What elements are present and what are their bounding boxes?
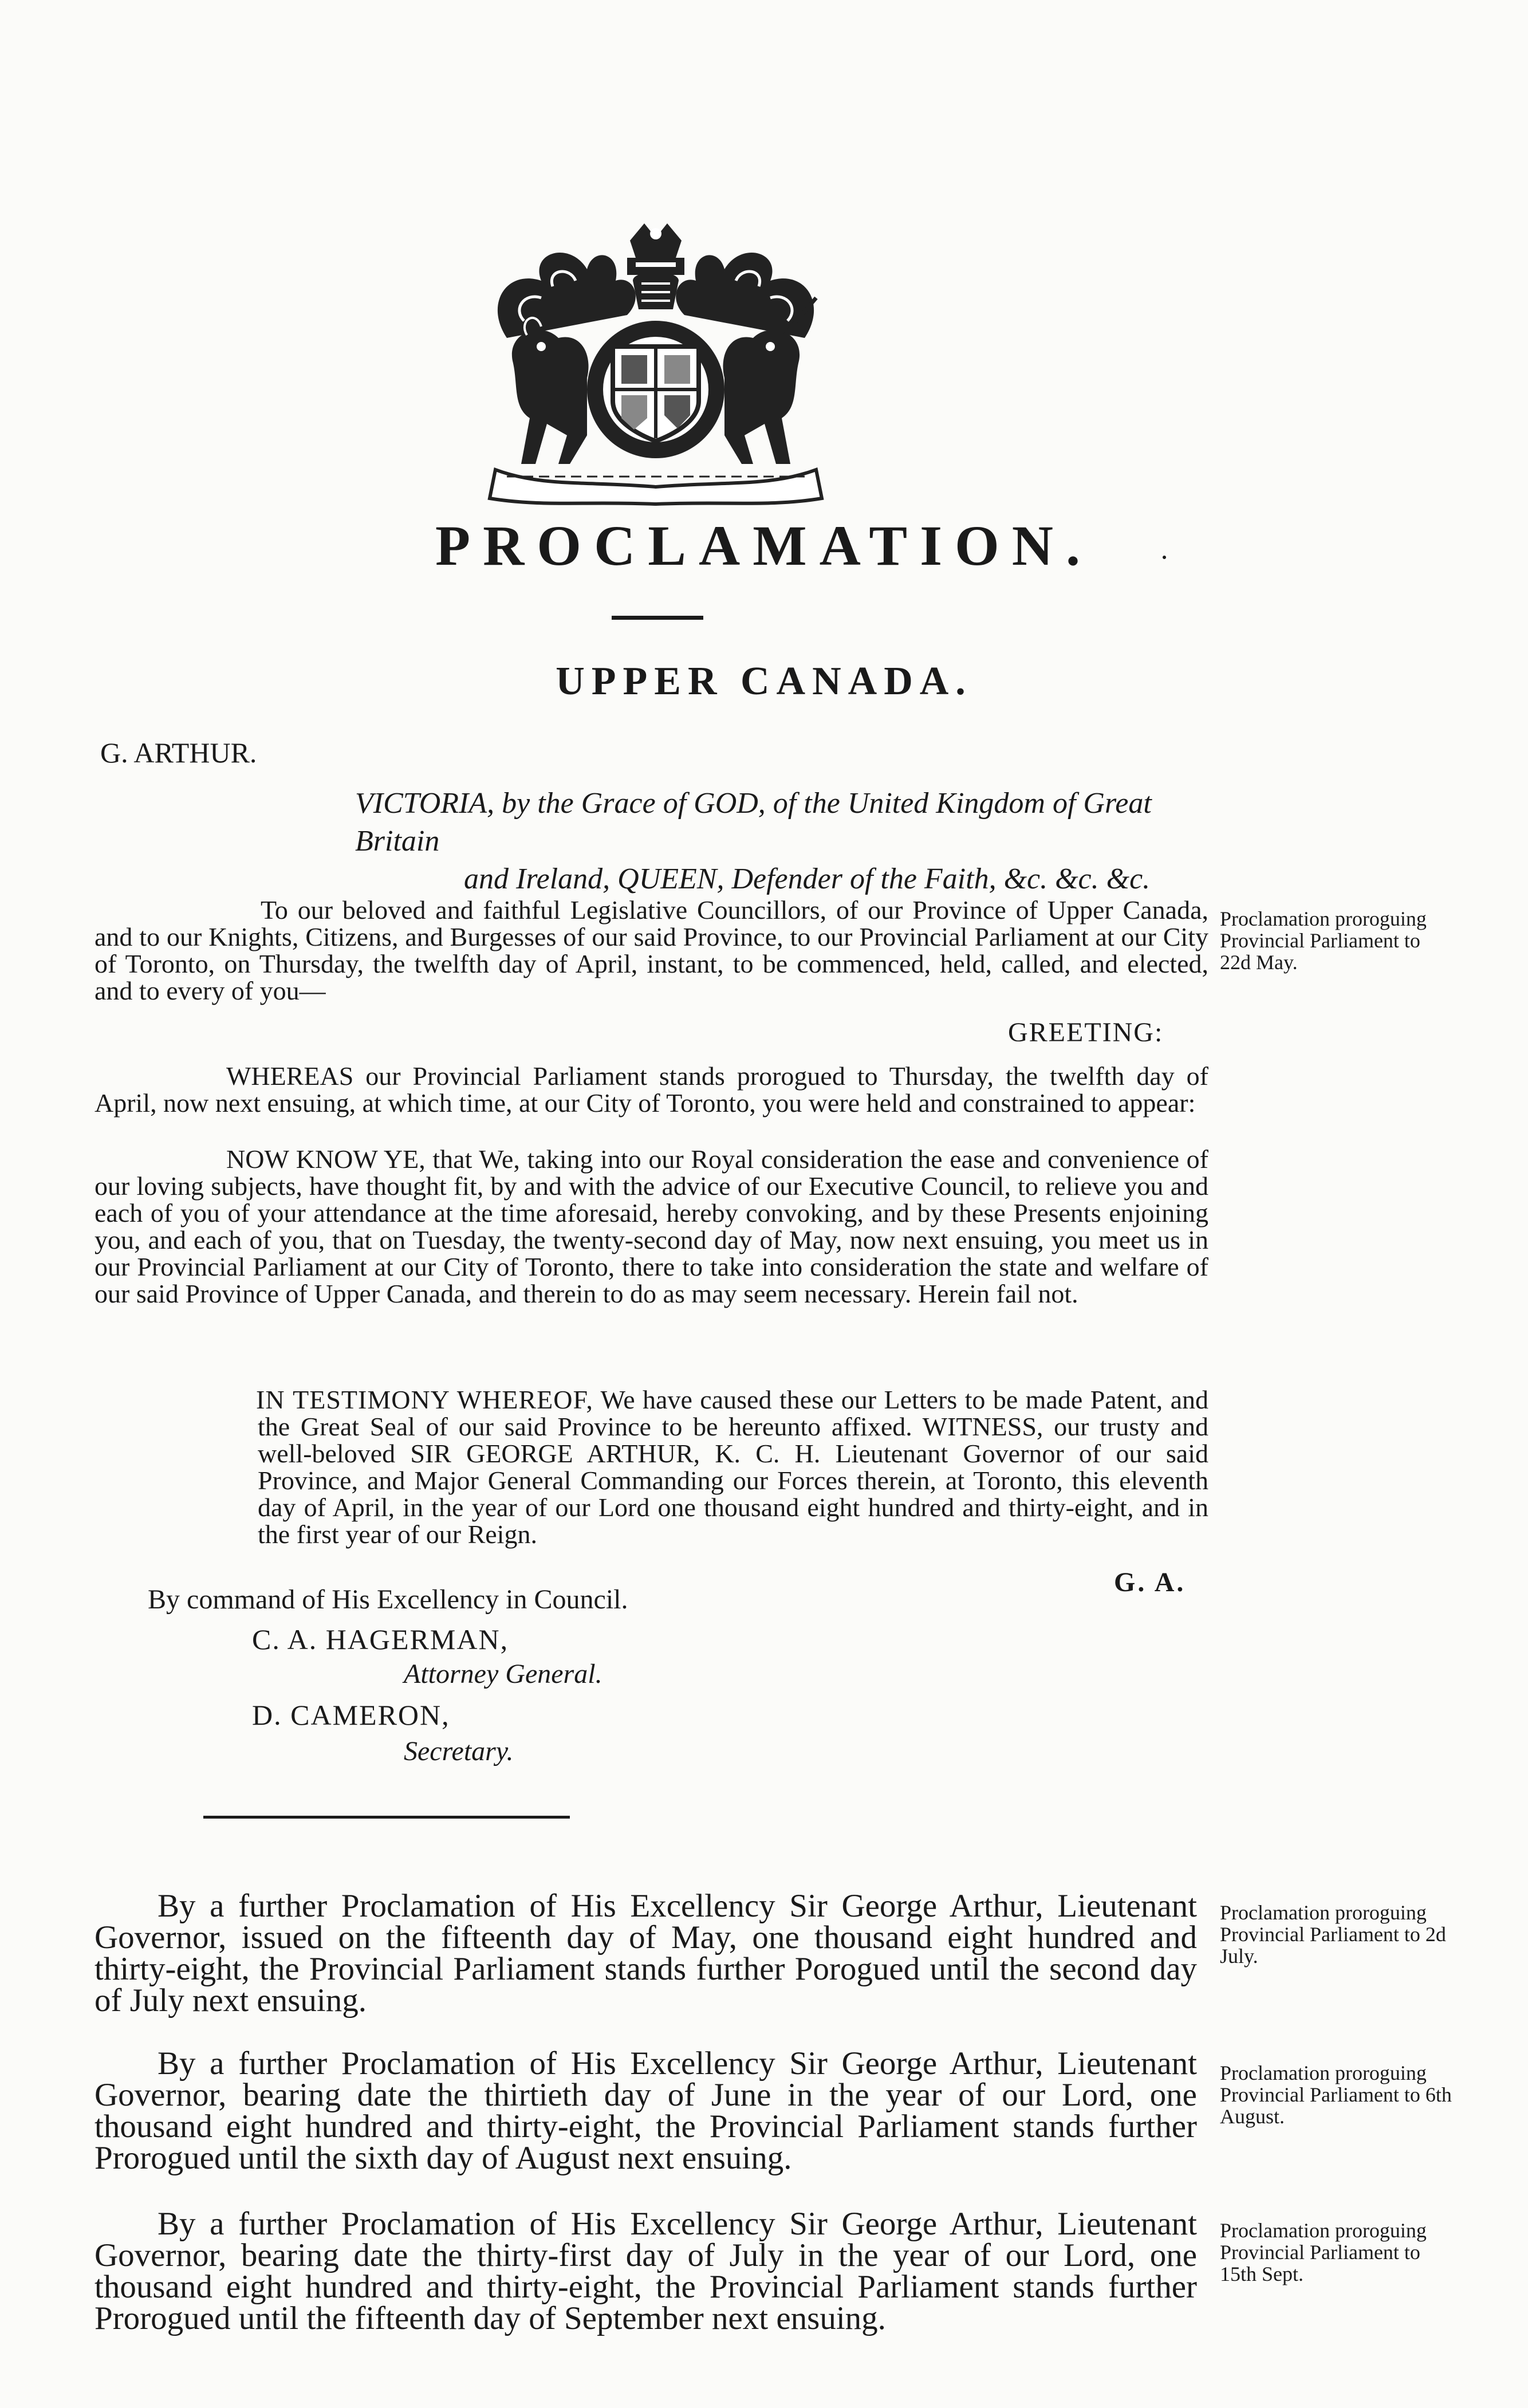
testimony-lead: IN TESTIMONY WHEREOF, (256, 1385, 593, 1414)
royal-style-line-2: and Ireland, QUEEN, Defender of the Faith, &c. &c. &c. (464, 863, 1151, 895)
further-proclamation-1: By a further Proclamation of His Excellency Sir George Arthur, Lieutenant Governor, issued on the fifteenth day of May, one thousand eight hundred and thirty-eight, the Provincial Parliament stands further Porogued until the second day of July next ensuing. (94, 1888, 1197, 2019)
whereas-paragraph: WHEREAS our Provincial Parliament stands prorogued to Thursday, the twelfth day of April, now next ensuing, at which time, at our City of Toronto, you were held and constrained to appear: (94, 1061, 1208, 1118)
title-divider (612, 616, 703, 620)
page-subtitle: UPPER CANADA. (556, 659, 972, 703)
testimony-text: We have caused these our Letters to be made Patent, and the Great Seal of our said Province to be hereunto affixed. WITNESS, our trusty and well-beloved SIR GEORGE ARTHUR, K. C. H. Lieutenant Governor of our said Province, and Major General Commanding our Forces therein, at Toronto, this eleventh day of April, in the year of our Lord one thousand eight hundred and thirty-eight, and in the first year of our Reign. (258, 1385, 1209, 1549)
testimony-paragraph (258, 1386, 1208, 1548)
royal-coat-of-arms-icon (472, 218, 839, 510)
signatory-role-2: Secretary. (404, 1736, 514, 1766)
section-divider (203, 1816, 570, 1819)
page-title: PROCLAMATION. (435, 514, 1093, 577)
signatory-role-1: Attorney General. (404, 1659, 602, 1689)
further-proclamation-3: By a further Proclamation of His Excellency Sir George Arthur, Lieutenant Governor, bearing date the thirty-first day of July in the year of our Lord, one thousand eight hundred and thirty-eight, the Provincial Parliament stands further Prorogued until the fifteenth day of September next ensuing. (94, 2206, 1197, 2336)
stray-mark (1163, 556, 1166, 559)
further-proclamation-2: By a further Proclamation of His Excellency Sir George Arthur, Lieutenant Governor, bearing date the thirtieth day of June in the year of our Lord, one thousand eight hundred and thirty-eight, the Provincial Parliament stands further Prorogued until the sixth day of August next ensuing. (94, 2045, 1197, 2176)
signatory-name-2: D. CAMERON, (252, 1699, 450, 1731)
royal-style (355, 785, 1214, 898)
signer-initials-top: G. ARTHUR. (100, 737, 257, 769)
address-paragraph: To our beloved and faithful Legislative Councillors, of our Province of Upper Canada, and to our Knights, Citizens, and Burgesses of our said Province, to our Provincial Parliament at our City of Toronto, on Thursday, the twelfth day of April, instant, to be commenced, held, called, and elected, and to every of you— (94, 895, 1208, 1005)
greeting: GREETING: (1008, 1017, 1164, 1048)
margin-note: Proclamation proroguing Provincial Parliament to 2d July. (1220, 1901, 1446, 1968)
margin-note: Proclamation proroguing Provincial Parliament to 6th August. (1220, 2061, 1452, 2128)
margin-note: Proclamation proroguing Provincial Parliament to 22d May. (1220, 907, 1427, 974)
now-know-ye-paragraph: NOW KNOW YE, that We, taking into our Royal consideration the ease and convenience of our loving subjects, have thought fit, by and with the advice of our Executive Council, to relieve you and each of you of your attendance at the time aforesaid, hereby convoking, and by these Presents enjoining you, and each of you, that on Tuesday, the twenty-second day of May, now next ensuing, you meet us in our Provincial Parliament at our City of Toronto, there to take into consideration the state and welfare of our said Province of Upper Canada, and therein to do as may seem necessary. Herein fail not. (94, 1144, 1208, 1308)
signatory-name-1: C. A. HAGERMAN, (252, 1623, 509, 1655)
initials: G. A. (1114, 1567, 1186, 1598)
margin-note: Proclamation proroguing Provincial Parliament to 15th Sept. (1220, 2219, 1427, 2285)
royal-style-line-1: VICTORIA, by the Grace of GOD, of the United Kingdom of Great Britain (355, 787, 1152, 857)
by-command: By command of His Excellency in Council. (148, 1584, 628, 1615)
